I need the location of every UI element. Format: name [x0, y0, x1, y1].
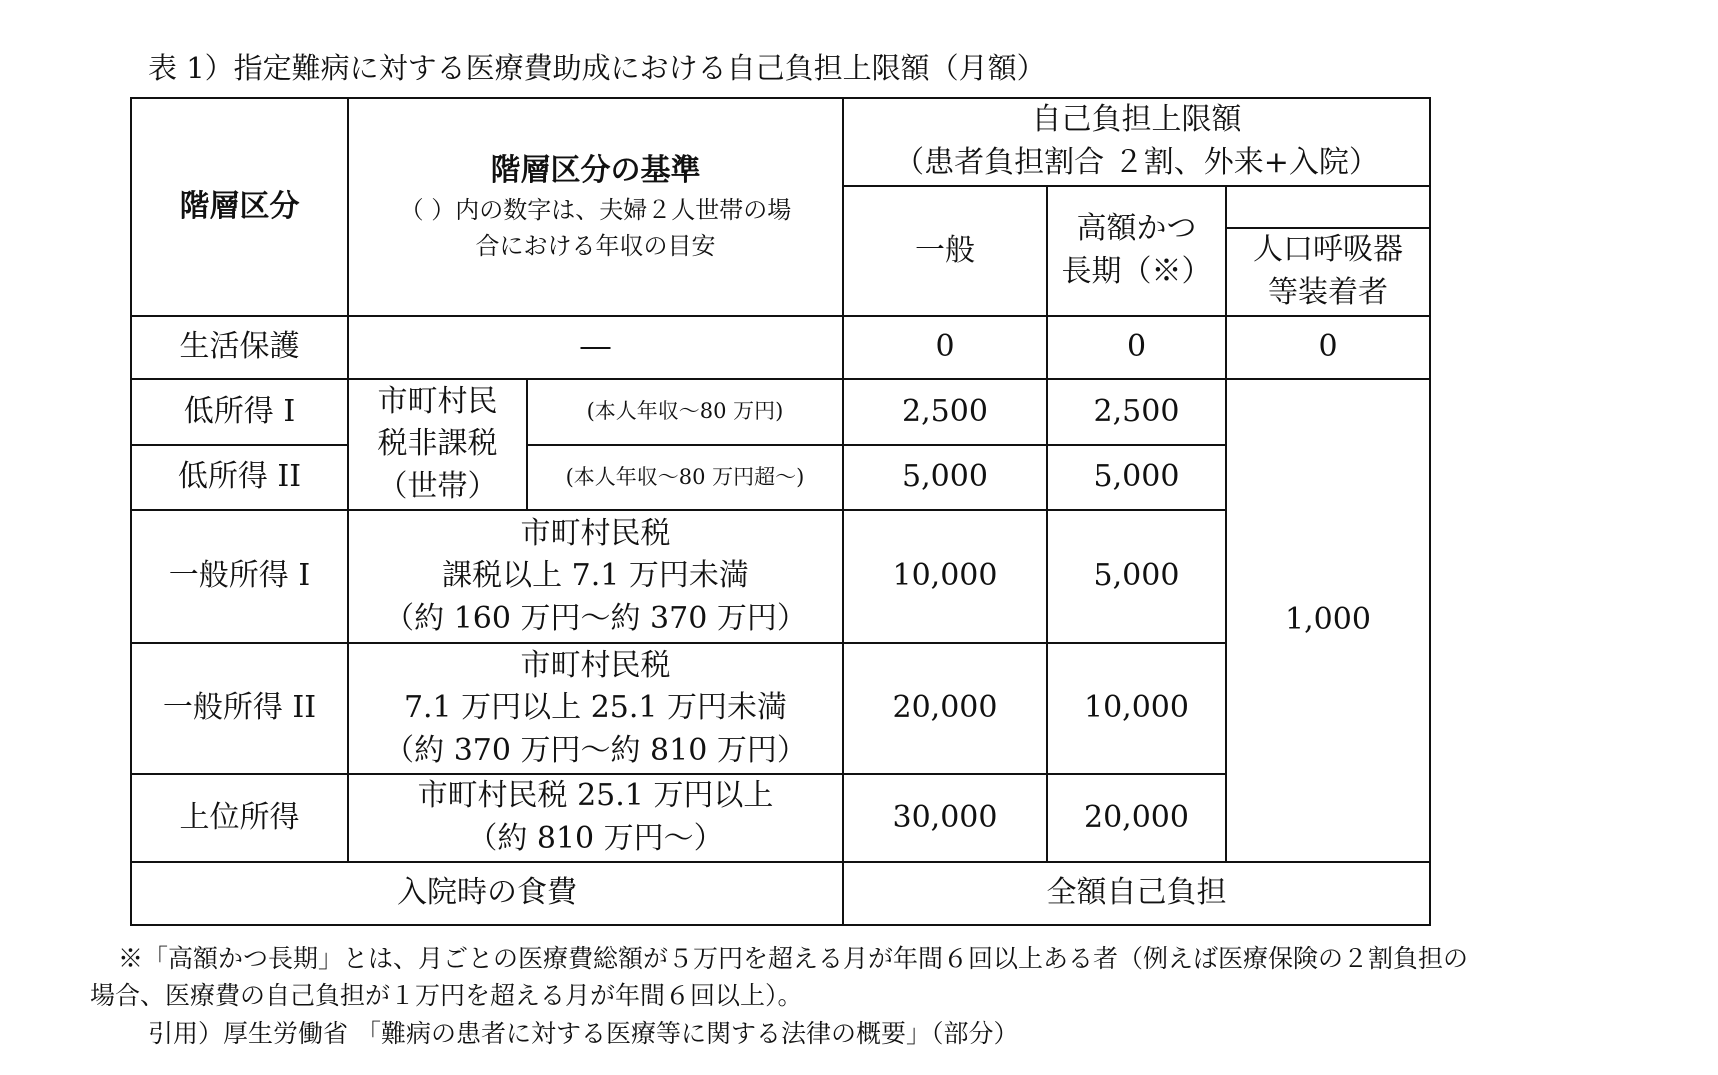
header-tier: 階層区分 — [131, 98, 348, 316]
limit-title: 自己負担上限額 — [1031, 102, 1242, 138]
footnote-line-1: ※「高額かつ長期」とは、月ごとの医療費総額が５万円を超える月が年間６回以上ある者（例えば医療保険の２割負担の — [118, 944, 1469, 973]
general-cell: 20,000 — [843, 643, 1047, 774]
ventilator-cell: 0 — [1226, 316, 1430, 379]
ventilator-line-2: 等装着者 — [1268, 275, 1388, 310]
high-long-cell: 0 — [1047, 316, 1226, 379]
criteria-title: 階層区分の基準 — [490, 152, 701, 188]
tier-cell: 上位所得 — [131, 774, 348, 862]
tier-cell: 一般所得 II — [131, 643, 348, 774]
high-long-line-2: 長期（※） — [1061, 254, 1212, 289]
criteria-note-2: 合における年収の目安 — [475, 232, 716, 261]
general-cell: 10,000 — [843, 510, 1047, 643]
footnote-line-2: 場合、医療費の自己負担が１万円を超える月が年間６回以上）。 — [90, 981, 803, 1010]
general-cell: 0 — [843, 316, 1047, 379]
tier-cell: 低所得 II — [131, 445, 348, 510]
table-row — [131, 862, 1430, 925]
header-high-long — [1047, 186, 1226, 316]
table-row — [131, 379, 1430, 445]
criteria-line: 7.1 万円以上 25.1 万円未満 — [403, 690, 788, 726]
copay-limit-table — [130, 97, 1431, 926]
criteria-line: 課税以上 7.1 万円未満 — [442, 558, 749, 594]
criteria-line: （約 370 万円～約 810 万円） — [384, 732, 807, 768]
limit-subtitle: （患者負担割合 ２割、外来+入院） — [894, 145, 1379, 180]
criteria-line: 市町村民税 — [520, 515, 671, 551]
tier-cell: 生活保護 — [131, 316, 348, 379]
high-long-cell: 5,000 — [1047, 445, 1226, 510]
meal-label-cell: 入院時の食費 — [131, 862, 843, 925]
high-long-cell: 10,000 — [1047, 643, 1226, 774]
general-cell: 30,000 — [843, 774, 1047, 862]
tier-cell: 低所得 I — [131, 379, 348, 445]
general-cell: 5,000 — [843, 445, 1047, 510]
criteria-cell: (本人年収～80 万円) — [527, 379, 843, 445]
nontax-line-2: 税非課税 — [377, 426, 498, 462]
header-ventilator — [1226, 228, 1430, 316]
criteria-cell — [348, 643, 843, 774]
ventilator-line-1: 人口呼吸器 — [1253, 232, 1403, 268]
high-long-line-1: 高額かつ — [1076, 211, 1197, 247]
criteria-line: （約 810 万円～） — [467, 821, 724, 856]
criteria-cell — [348, 510, 843, 643]
criteria-cell: ― — [348, 316, 843, 379]
nontax-line-1: 市町村民 — [377, 383, 498, 419]
high-long-cell: 20,000 — [1047, 774, 1226, 862]
table-title: 表 1）指定難病に対する医療費助成における自己負担上限額（月額） — [148, 51, 1046, 85]
high-long-cell: 2,500 — [1047, 379, 1226, 445]
nontax-cell — [348, 379, 527, 510]
general-cell: 2,500 — [843, 379, 1047, 445]
criteria-line: 市町村民税 — [520, 647, 671, 683]
table-row — [131, 316, 1430, 379]
meal-value-cell: 全額自己負担 — [843, 862, 1430, 925]
nontax-line-3: （世帯） — [377, 468, 498, 504]
header-limit — [843, 98, 1430, 186]
header-general: 一般 — [843, 186, 1047, 316]
high-long-cell: 5,000 — [1047, 510, 1226, 643]
source-citation: 引用）厚生労働省 「難病の患者に対する医療等に関する法律の概要」（部分） — [148, 1019, 1019, 1048]
ventilator-common-cell: 1,000 — [1226, 379, 1430, 862]
criteria-note-1: （ ）内の数字は、夫婦２人世帯の場 — [399, 196, 792, 225]
criteria-cell: (本人年収～80 万円超～) — [527, 445, 843, 510]
tier-cell: 一般所得 I — [131, 510, 348, 643]
header-empty — [1226, 186, 1430, 228]
criteria-cell — [348, 774, 843, 862]
header-criteria — [348, 98, 843, 316]
criteria-line: （約 160 万円～約 370 万円） — [384, 600, 807, 636]
criteria-line: 市町村民税 25.1 万円以上 — [417, 778, 774, 814]
